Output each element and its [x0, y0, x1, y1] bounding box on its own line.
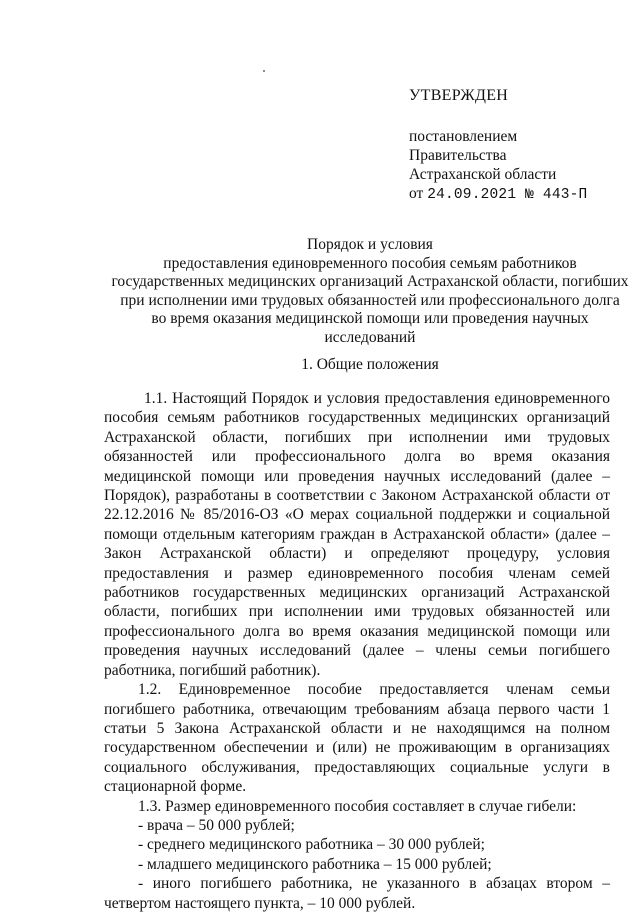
title-line-2: предоставления единовременного пособия семьям работников [163, 254, 577, 272]
title-line-1: Порядок и условия [307, 236, 433, 253]
approval-date-line [409, 184, 587, 205]
title-line-3: государственных медицинских организаций Астраханской области, погибших [111, 273, 629, 291]
approval-heading: УТВЕРЖДЕН [409, 87, 509, 104]
approval-line-3: Астраханской области [409, 166, 557, 183]
approval-stamp-block [409, 86, 587, 205]
approval-line-2: Правительства [409, 147, 507, 164]
paragraph-1-3: 1.3. Размер единовременного пособия составляет в случае гибели: [138, 797, 577, 815]
section-heading: 1. Общие положения [301, 356, 439, 373]
list-item: - иного погибшего работника, не указанного в абзацах втором – четвертом настоящего пункта, – 10 000 рублей. [104, 875, 610, 912]
scan-speck [263, 70, 265, 72]
title-line-4: при исполнении ими трудовых обязанностей или профессионального долга [120, 291, 620, 309]
approval-line-1: постановлением [409, 128, 518, 145]
document-title [108, 236, 632, 348]
title-line-6: исследований [324, 328, 416, 346]
list-item: - врача – 50 000 рублей; [138, 816, 295, 834]
title-line-5: во время оказания медицинской помощи или проведения научных [151, 310, 589, 328]
paragraph-1-2: 1.2. Единовременное пособие предоставляется членам семьи погибшего работника, отвечающим требованиям абзаца первого части 1 статьи 5 Закона Астраханской области и не находящимся на полном государственном обеспечении и (или) не проживающим в организациях социального обслуживания, предоставляющих социальные услуги в стационарной форме. [104, 681, 610, 796]
list-item: - младшего медицинского работника – 15 000 рублей; [138, 855, 492, 873]
approval-date-prefix: от [409, 185, 424, 202]
approval-date-value: 24.09.2021 № 443-П [427, 187, 588, 203]
list-item: - среднего медицинского работника – 30 000 рублей; [138, 836, 485, 854]
section-body [104, 389, 610, 913]
paragraph-1-1: 1.1. Настоящий Порядок и условия предоставления единовременного пособия семьям работников государственных медицинских организаций Астраханской области, погибших при исполнении ими трудовых обязанностей или профессионального долга во время оказания медицинской помощи или проведения научных исследований (далее – Порядок), разработаны в соответствии с Законом Астраханской области от 22.12.2016 № 85/2016-ОЗ «О мерах социальной поддержки и социальной помощи отдельным категориям граждан в Астраханской области» (далее – Закон Астраханской области) и определяют процедуру, условия предоставления и размер единовременного пособия членам семей работников государственных медицинских организаций Астраханской области, погибших при исполнении ими трудовых обязанностей или профессионального долга во время оказания медицинской помощи или проведения научных исследований (далее – члены семьи погибшего работника, погибший работник). [104, 390, 610, 679]
